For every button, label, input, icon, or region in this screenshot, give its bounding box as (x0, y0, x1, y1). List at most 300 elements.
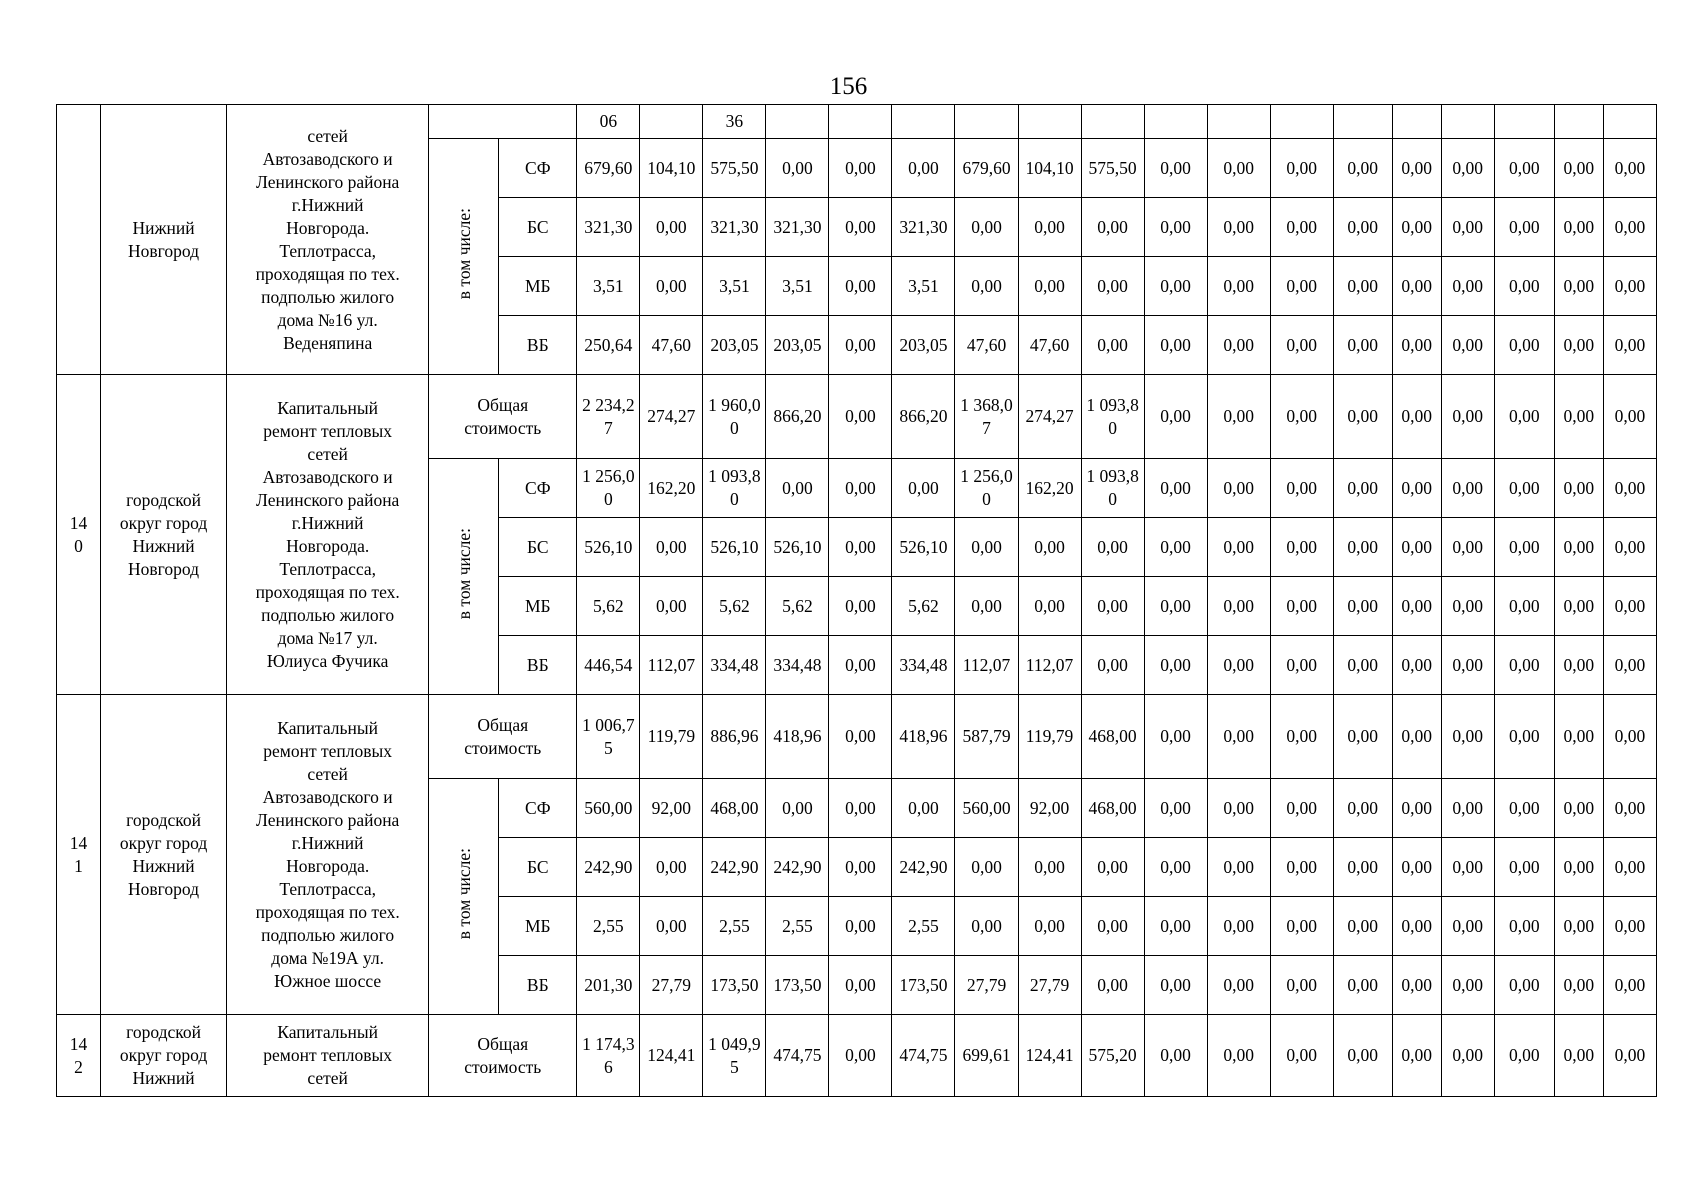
text-line: округ город (119, 1045, 208, 1065)
source-code-cell: ВБ (499, 636, 577, 695)
text-line: Новгород (128, 240, 200, 261)
value-cell: 162,20 (1018, 459, 1081, 518)
value-cell: 0,00 (829, 779, 892, 838)
text-line: подполью жилого (261, 286, 395, 307)
value-cell: 0,00 (829, 1015, 892, 1097)
value-cell: 0,00 (955, 577, 1018, 636)
value-cell: 0,00 (1603, 375, 1656, 459)
value-cell: 468,00 (1081, 779, 1144, 838)
value-cell: 27,79 (640, 956, 703, 1015)
source-code-cell: ВБ (499, 316, 577, 375)
value-cell: 0,00 (1207, 1015, 1270, 1097)
value-cell: 173,50 (892, 956, 955, 1015)
value-cell: 0,00 (640, 198, 703, 257)
value-cell (1018, 105, 1081, 139)
value-cell: 0,00 (1441, 1015, 1494, 1097)
value-cell: 0,00 (1333, 577, 1392, 636)
value-cell: 699,61 (955, 1015, 1018, 1097)
value-cell (955, 105, 1018, 139)
value-cell (766, 105, 829, 139)
value-cell: 5,62 (703, 577, 766, 636)
value-cell: 0,00 (1207, 695, 1270, 779)
value-cell: 2,55 (703, 897, 766, 956)
text-line: ремонт тепловых (263, 1045, 393, 1065)
value-cell: 321,30 (577, 198, 640, 257)
value-cell: 526,10 (892, 518, 955, 577)
value-cell: 0,00 (1494, 198, 1554, 257)
page-number: 156 (829, 73, 868, 100)
value-cell: 0,00 (829, 956, 892, 1015)
text-line: стоимость (464, 1056, 542, 1077)
text-line: округ город (119, 832, 208, 853)
value-cell: 1 049,95 (703, 1015, 766, 1097)
value-cell: 0,00 (1494, 897, 1554, 956)
value-cell: 104,10 (640, 139, 703, 198)
text-line: проходящая по тех. (255, 581, 400, 602)
territory-cell (101, 695, 227, 1015)
value-cell: 3,51 (766, 257, 829, 316)
value-cell: 0,00 (1603, 695, 1656, 779)
value-cell: 334,48 (703, 636, 766, 695)
value-cell: 0,00 (1333, 257, 1392, 316)
value-cell: 0,00 (1392, 956, 1441, 1015)
value-cell: 0,00 (1603, 1015, 1656, 1097)
value-cell: 2 234,27 (577, 375, 640, 459)
value-cell: 0,00 (1144, 518, 1207, 577)
text-line: г.Нижний (291, 512, 364, 533)
value-cell: 0,00 (829, 316, 892, 375)
value-cell: 0,00 (1441, 956, 1494, 1015)
text-line: Ленинского района (255, 171, 400, 192)
value-cell: 321,30 (892, 198, 955, 257)
value-cell: 0,00 (1018, 577, 1081, 636)
value-cell: 0,00 (640, 838, 703, 897)
value-cell: 0,00 (1144, 695, 1207, 779)
value-cell: 119,79 (1018, 695, 1081, 779)
value-cell: 0,00 (1333, 1015, 1392, 1097)
text-line: Общая (477, 1033, 529, 1054)
value-cell: 446,54 (577, 636, 640, 695)
value-cell: 0,00 (1554, 779, 1603, 838)
value-cell: 201,30 (577, 956, 640, 1015)
text-line: Новгорода. (286, 535, 370, 556)
text-line: подполью жилого (261, 604, 395, 625)
value-cell: 0,00 (1554, 316, 1603, 375)
text-line: Теплотрасса, (279, 878, 376, 899)
value-cell: 0,00 (1207, 779, 1270, 838)
value-cell: 0,00 (1392, 695, 1441, 779)
value-cell: 0,00 (1441, 257, 1494, 316)
value-cell: 0,00 (1554, 956, 1603, 1015)
value-cell: 0,00 (1207, 636, 1270, 695)
value-cell: 0,00 (829, 198, 892, 257)
value-cell: 0,00 (1270, 459, 1333, 518)
value-cell: 0,00 (1333, 375, 1392, 459)
text-line: 14 (69, 512, 88, 533)
text-line: Ленинского района (255, 489, 400, 510)
value-cell: 0,00 (1494, 779, 1554, 838)
value-cell: 124,41 (1018, 1015, 1081, 1097)
value-cell: 274,27 (640, 375, 703, 459)
text-line: Южное шоссе (274, 970, 382, 991)
value-cell: 0,00 (1144, 956, 1207, 1015)
value-cell: 0,00 (1333, 139, 1392, 198)
value-cell: 0,00 (829, 518, 892, 577)
text-line: 14 (69, 832, 88, 853)
value-cell: 0,00 (892, 459, 955, 518)
value-cell: 242,90 (577, 838, 640, 897)
value-cell (1392, 105, 1441, 139)
value-cell: 560,00 (577, 779, 640, 838)
source-code-cell: БС (499, 518, 577, 577)
text-line: дома №17 ул. (277, 627, 378, 648)
value-cell: 886,96 (703, 695, 766, 779)
source-code-cell: СФ (499, 139, 577, 198)
value-cell: 0,00 (1603, 779, 1656, 838)
value-cell: 0,00 (1441, 695, 1494, 779)
value-cell: 112,07 (640, 636, 703, 695)
value-cell: 0,00 (1081, 956, 1144, 1015)
including-label-cell (429, 139, 499, 375)
value-cell: 0,00 (829, 636, 892, 695)
value-cell: 321,30 (766, 198, 829, 257)
value-cell: 0,00 (1270, 198, 1333, 257)
including-label: в том числе: (453, 527, 474, 620)
total-label-cell (429, 1015, 577, 1097)
value-cell: 0,00 (766, 139, 829, 198)
source-code-cell: БС (499, 838, 577, 897)
value-cell (1081, 105, 1144, 139)
value-cell: 866,20 (892, 375, 955, 459)
value-cell: 0,00 (1494, 636, 1554, 695)
value-cell: 0,00 (1081, 577, 1144, 636)
value-cell (1207, 105, 1270, 139)
value-cell: 0,00 (1441, 897, 1494, 956)
text-line: сетей (307, 443, 348, 464)
value-cell: 0,00 (766, 779, 829, 838)
value-cell: 1 256,00 (955, 459, 1018, 518)
value-cell: 468,00 (1081, 695, 1144, 779)
value-cell: 0,00 (955, 518, 1018, 577)
value-cell: 5,62 (892, 577, 955, 636)
object-cell (227, 1015, 429, 1097)
value-cell: 0,00 (1392, 518, 1441, 577)
text-line: проходящая по тех. (255, 263, 400, 284)
value-cell: 0,00 (640, 577, 703, 636)
value-cell: 0,00 (829, 577, 892, 636)
value-cell: 0,00 (1333, 695, 1392, 779)
value-cell: 0,00 (1392, 375, 1441, 459)
value-cell: 0,00 (1603, 636, 1656, 695)
text-line: подполью жилого (261, 924, 395, 945)
value-cell: 0,00 (829, 139, 892, 198)
value-cell: 0,00 (1333, 198, 1392, 257)
value-cell: 0,00 (1392, 459, 1441, 518)
value-cell: 242,90 (703, 838, 766, 897)
source-code-cell: МБ (499, 257, 577, 316)
value-cell: 92,00 (640, 779, 703, 838)
value-cell: 0,00 (1270, 577, 1333, 636)
value-cell: 0,00 (1441, 459, 1494, 518)
total-label-cell (429, 105, 577, 139)
value-cell: 0,00 (1554, 577, 1603, 636)
value-cell (1554, 105, 1603, 139)
value-cell: 334,48 (766, 636, 829, 695)
value-cell: 124,41 (640, 1015, 703, 1097)
value-cell: 0,00 (955, 897, 1018, 956)
value-cell: 526,10 (766, 518, 829, 577)
value-cell: 5,62 (766, 577, 829, 636)
value-cell: 0,00 (1603, 518, 1656, 577)
value-cell: 0,00 (1392, 838, 1441, 897)
text-line: Нижний (132, 535, 195, 556)
text-line: стоимость (464, 417, 542, 438)
value-cell: 0,00 (1081, 897, 1144, 956)
value-cell: 0,00 (829, 459, 892, 518)
value-cell: 0,00 (1603, 577, 1656, 636)
value-cell: 0,00 (1270, 636, 1333, 695)
value-cell: 203,05 (766, 316, 829, 375)
value-cell (640, 105, 703, 139)
value-cell: 321,30 (703, 198, 766, 257)
value-cell: 242,90 (892, 838, 955, 897)
value-cell: 0,00 (892, 139, 955, 198)
text-line: городской (126, 1022, 201, 1042)
value-cell: 0,00 (829, 897, 892, 956)
value-cell: 0,00 (1494, 695, 1554, 779)
value-cell: 0,00 (1270, 838, 1333, 897)
including-label-cell (429, 779, 499, 1015)
value-cell: 47,60 (955, 316, 1018, 375)
value-cell: 0,00 (1144, 139, 1207, 198)
value-cell: 418,96 (766, 695, 829, 779)
value-cell: 0,00 (1018, 198, 1081, 257)
text-line: проходящая по тех. (255, 901, 400, 922)
value-cell: 0,00 (829, 838, 892, 897)
value-cell: 250,64 (577, 316, 640, 375)
value-cell (1270, 105, 1333, 139)
value-cell: 162,20 (640, 459, 703, 518)
value-cell: 1 174,36 (577, 1015, 640, 1097)
value-cell: 0,00 (1392, 257, 1441, 316)
value-cell: 0,00 (1207, 897, 1270, 956)
value-cell: 0,00 (1081, 198, 1144, 257)
text-line: 2 (74, 1056, 83, 1077)
value-cell: 526,10 (577, 518, 640, 577)
value-cell: 587,79 (955, 695, 1018, 779)
value-cell (1603, 105, 1656, 139)
value-cell: 3,51 (892, 257, 955, 316)
text-line: Новгород (128, 878, 200, 899)
text-line: Общая (477, 394, 529, 415)
value-cell: 0,00 (1441, 139, 1494, 198)
source-code-cell: СФ (499, 779, 577, 838)
text-line: 14 (69, 1033, 88, 1054)
text-line: 1 (74, 855, 83, 876)
text-line: Юлиуса Фучика (266, 650, 389, 671)
value-cell: 0,00 (1441, 316, 1494, 375)
value-cell: 1 006,75 (577, 695, 640, 779)
including-label-cell (429, 459, 499, 695)
object-cell (227, 375, 429, 695)
value-cell: 0,00 (1392, 636, 1441, 695)
text-line: Нижний (132, 217, 195, 238)
value-cell: 0,00 (1207, 198, 1270, 257)
value-cell: 0,00 (1270, 257, 1333, 316)
value-cell: 0,00 (1603, 139, 1656, 198)
value-cell: 0,00 (1554, 139, 1603, 198)
text-line: округ город (119, 512, 208, 533)
value-cell: 0,00 (1494, 257, 1554, 316)
text-line: Общая (477, 714, 529, 735)
value-cell: 0,00 (1392, 1015, 1441, 1097)
value-cell: 0,00 (1081, 518, 1144, 577)
text-line: сетей (307, 1068, 348, 1088)
text-line: Ленинского района (255, 809, 400, 830)
value-cell: 0,00 (1494, 459, 1554, 518)
text-line: дома №16 ул. (277, 309, 378, 330)
table-row (57, 105, 1657, 139)
value-cell: 3,51 (577, 257, 640, 316)
text-line: Капитальный (277, 397, 378, 418)
value-cell: 0,00 (1494, 577, 1554, 636)
text-line: г.Нижний (291, 194, 364, 215)
value-cell: 0,00 (1441, 577, 1494, 636)
value-cell: 0,00 (1554, 518, 1603, 577)
including-label: в том числе: (453, 207, 474, 300)
value-cell: 0,00 (1554, 897, 1603, 956)
text-line: Автозаводского и (262, 466, 393, 487)
value-cell: 0,00 (1207, 956, 1270, 1015)
value-cell: 0,00 (1144, 198, 1207, 257)
object-cell (227, 105, 429, 375)
value-cell: 1 960,00 (703, 375, 766, 459)
value-cell: 0,00 (1270, 956, 1333, 1015)
value-cell: 0,00 (640, 257, 703, 316)
value-cell: 0,00 (1207, 459, 1270, 518)
value-cell: 0,00 (1603, 257, 1656, 316)
value-cell: 203,05 (892, 316, 955, 375)
value-cell: 36 (703, 105, 766, 139)
total-label-cell (429, 695, 577, 779)
value-cell: 112,07 (955, 636, 1018, 695)
value-cell: 119,79 (640, 695, 703, 779)
value-cell: 0,00 (1333, 838, 1392, 897)
value-cell: 0,00 (1554, 695, 1603, 779)
value-cell: 0,00 (1554, 1015, 1603, 1097)
value-cell: 0,00 (1207, 316, 1270, 375)
value-cell: 0,00 (1333, 518, 1392, 577)
value-cell: 575,50 (703, 139, 766, 198)
value-cell: 0,00 (1603, 897, 1656, 956)
value-cell: 0,00 (1081, 316, 1144, 375)
value-cell: 418,96 (892, 695, 955, 779)
value-cell: 0,00 (1494, 956, 1554, 1015)
value-cell: 0,00 (829, 695, 892, 779)
table-row (57, 375, 1657, 459)
value-cell: 0,00 (1144, 316, 1207, 375)
table-row (57, 695, 1657, 779)
value-cell: 0,00 (1144, 375, 1207, 459)
value-cell: 1 093,80 (1081, 375, 1144, 459)
value-cell: 203,05 (703, 316, 766, 375)
value-cell: 0,00 (766, 459, 829, 518)
text-line: сетей (307, 125, 348, 146)
text-line: сетей (307, 763, 348, 784)
value-cell: 0,00 (1554, 257, 1603, 316)
value-cell (1333, 105, 1392, 139)
value-cell: 0,00 (892, 779, 955, 838)
value-cell: 0,00 (1392, 779, 1441, 838)
value-cell: 0,00 (1207, 375, 1270, 459)
text-line: городской (126, 809, 201, 830)
value-cell: 06 (577, 105, 640, 139)
value-cell: 474,75 (766, 1015, 829, 1097)
value-cell: 0,00 (1144, 897, 1207, 956)
text-line: дома №19А ул. (271, 947, 385, 968)
value-cell: 0,00 (1554, 459, 1603, 518)
value-cell: 0,00 (1270, 518, 1333, 577)
row-number-cell (57, 105, 101, 375)
value-cell: 0,00 (1144, 838, 1207, 897)
source-code-cell: БС (499, 198, 577, 257)
value-cell: 112,07 (1018, 636, 1081, 695)
value-cell: 47,60 (640, 316, 703, 375)
value-cell: 0,00 (1441, 375, 1494, 459)
source-code-cell: МБ (499, 577, 577, 636)
value-cell: 0,00 (1554, 636, 1603, 695)
value-cell: 0,00 (1392, 198, 1441, 257)
value-cell: 3,51 (703, 257, 766, 316)
value-cell: 0,00 (1494, 838, 1554, 897)
text-line: ремонт тепловых (263, 740, 393, 761)
territory-cell (101, 1015, 227, 1097)
text-line: стоимость (464, 737, 542, 758)
value-cell: 0,00 (1441, 518, 1494, 577)
value-cell: 0,00 (1333, 956, 1392, 1015)
value-cell: 0,00 (1207, 838, 1270, 897)
value-cell: 0,00 (1018, 838, 1081, 897)
value-cell: 0,00 (1494, 139, 1554, 198)
value-cell: 0,00 (1554, 198, 1603, 257)
value-cell: 0,00 (1603, 316, 1656, 375)
value-cell: 0,00 (1441, 198, 1494, 257)
value-cell: 0,00 (1494, 1015, 1554, 1097)
value-cell: 1 093,80 (703, 459, 766, 518)
value-cell: 0,00 (1207, 518, 1270, 577)
value-cell: 0,00 (1392, 139, 1441, 198)
value-cell: 0,00 (1081, 636, 1144, 695)
value-cell: 866,20 (766, 375, 829, 459)
value-cell: 27,79 (955, 956, 1018, 1015)
value-cell: 468,00 (703, 779, 766, 838)
value-cell: 27,79 (1018, 956, 1081, 1015)
text-line: Новгорода. (286, 855, 370, 876)
value-cell: 0,00 (1207, 139, 1270, 198)
value-cell: 0,00 (1554, 375, 1603, 459)
value-cell: 0,00 (1144, 779, 1207, 838)
value-cell: 0,00 (1144, 257, 1207, 316)
text-line: городской (126, 489, 201, 510)
value-cell: 526,10 (703, 518, 766, 577)
value-cell: 0,00 (1207, 577, 1270, 636)
value-cell: 0,00 (1333, 316, 1392, 375)
value-cell: 1 093,80 (1081, 459, 1144, 518)
value-cell: 2,55 (577, 897, 640, 956)
value-cell: 104,10 (1018, 139, 1081, 198)
value-cell: 173,50 (766, 956, 829, 1015)
text-line: Теплотрасса, (279, 240, 376, 261)
